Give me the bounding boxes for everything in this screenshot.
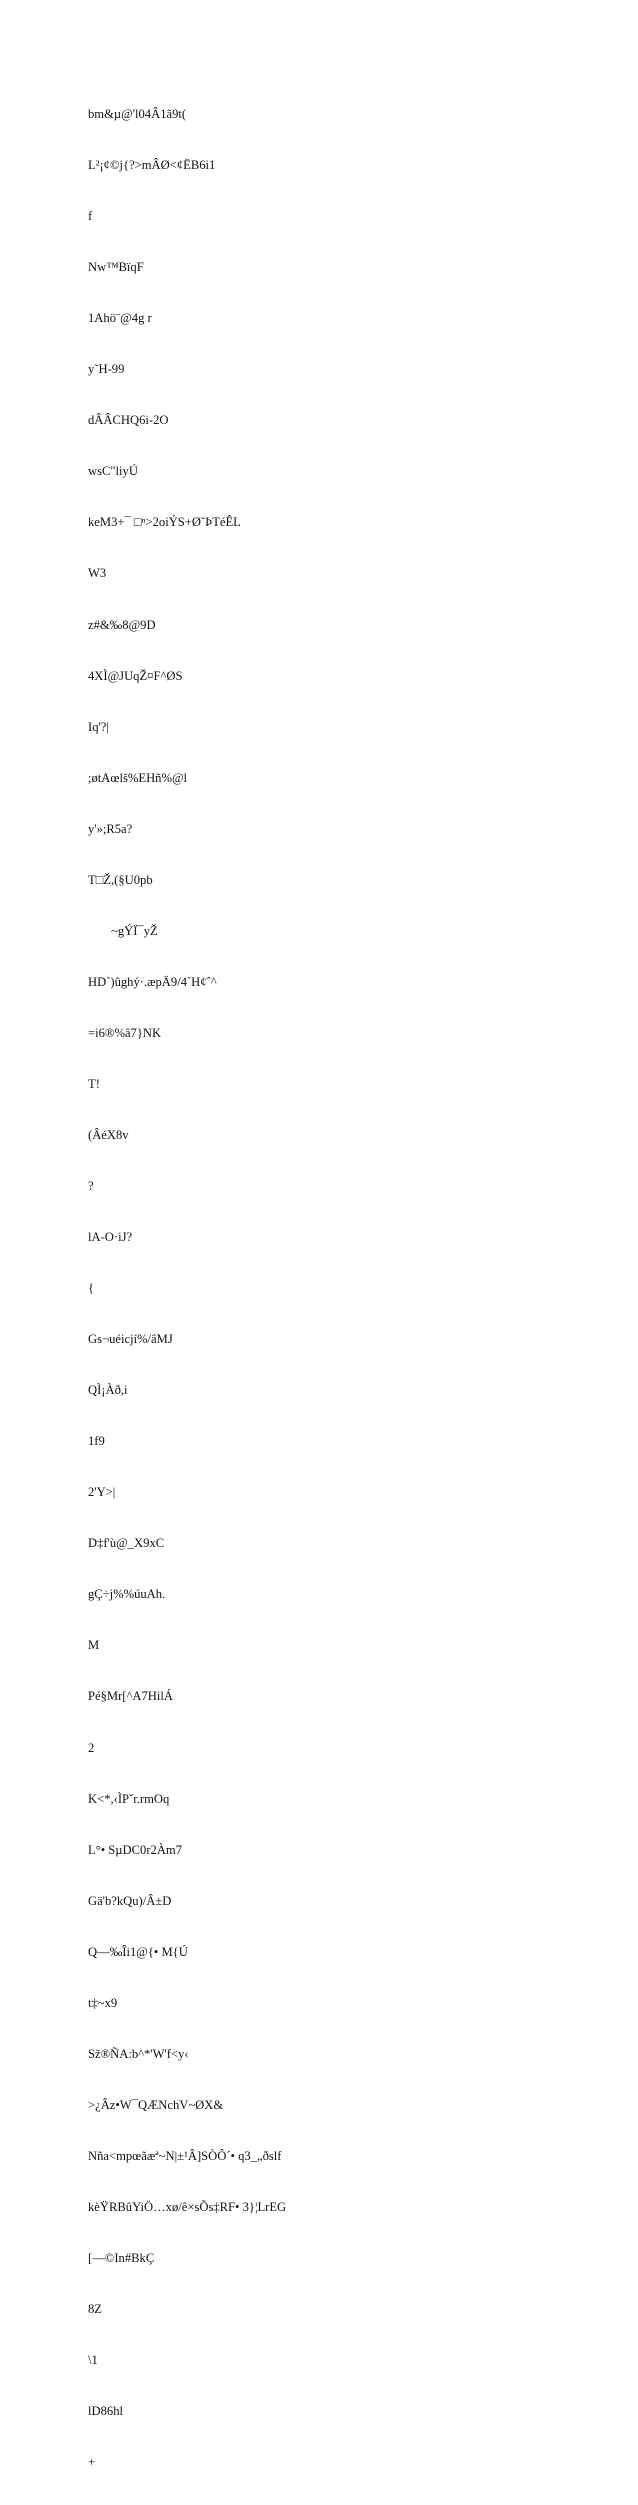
text-line: M (88, 1638, 100, 1653)
text-line: Iq'?| (88, 719, 109, 734)
text-line: lA-O·iJ? (88, 1230, 133, 1245)
text-line: (ÂéX8v (88, 1127, 129, 1142)
text-line: 2 (88, 1740, 95, 1755)
text-line: dÂÂCHQ6i-2O (88, 413, 169, 428)
text-line: t‡~x9 (88, 1995, 118, 2010)
text-line: f (88, 209, 93, 224)
text-line: 8Z (88, 2302, 102, 2317)
text-line: K<*,‹ÌPˇr.rmOq (88, 1791, 170, 1806)
text-line: z#&‰8@9D (88, 617, 156, 632)
text-line: { (88, 1281, 95, 1296)
text-line: Nña<mpœãæª~N|±¹Â]SÒÔ´• q3_„ðslf (88, 2148, 282, 2163)
text-line: HD`)ûghý·.æpÄ9/4`H¢ˆ^ (88, 974, 217, 989)
text-line: 2'Y>| (88, 1485, 116, 1500)
text-line: D‡f'ù@_X9xC (88, 1536, 165, 1551)
text-line: kèŸRBûYiÖ…xø/ê×sÕs‡RF• 3}¦LrEG (88, 2199, 287, 2214)
text-line: QÌ¡Àð,i (88, 1383, 128, 1398)
text-line: =i6®%â7}NK (88, 1025, 162, 1040)
text-line: y˜H-99 (88, 362, 125, 377)
text-line: wsC"liyÚ (88, 464, 138, 479)
text-line: Q—‰Îi1@{• M{Ú (88, 1944, 188, 1959)
text-line: T! (88, 1076, 100, 1091)
text-line: 4XÌ@JUqŽ¤F^ØS (88, 668, 183, 683)
text-line: Pé§Mr[^A7HilÁ (88, 1689, 173, 1704)
text-line: L²¡¢©j{?>mÂØ<¢ËB6i1 (88, 158, 216, 173)
text-line: T□Ž,(§U0pb (88, 872, 153, 887)
text-line: keM3+¯ □ⁿ>2oiÝS+Ø˜ÞTéÊL (88, 515, 241, 530)
text-line: 1Ahö¨@4g r (88, 311, 152, 326)
text-line: W3 (88, 566, 107, 581)
text-line: >¿Âz•W¯QÆNchV~ØX& (88, 2097, 224, 2112)
text-line: [—©In#BkÇ (88, 2251, 155, 2265)
text-line: L°• SµDC0r2Àm7 (88, 1842, 183, 1857)
text-line: y'»;R5a? (88, 821, 133, 836)
text-line: ? (88, 1179, 94, 1194)
text-line: Gä'b?kQu)/Â±D (88, 1893, 172, 1908)
text-line: Gs¬uéicjí%/âMJ (88, 1332, 173, 1347)
text-line: Nw™BïqF (88, 260, 144, 275)
text-line: bm&µ@'l04Â1ã9t( (88, 107, 187, 122)
text-line: ;øtAœlš%EHñ%@l (88, 770, 188, 785)
text-line: lD86hl (88, 2404, 123, 2419)
text-line: ~gÝÏ¯yŽ (111, 923, 158, 938)
document-body (88, 72, 608, 2505)
text-line: Sž®ÑA:b^*'W'f<y‹ (88, 2046, 189, 2061)
text-line: + (88, 2455, 96, 2470)
text-line: \1 (88, 2353, 98, 2368)
text-line: 1f9 (88, 1434, 105, 1449)
text-line: gÇ÷j%%úuAh. (88, 1587, 166, 1602)
